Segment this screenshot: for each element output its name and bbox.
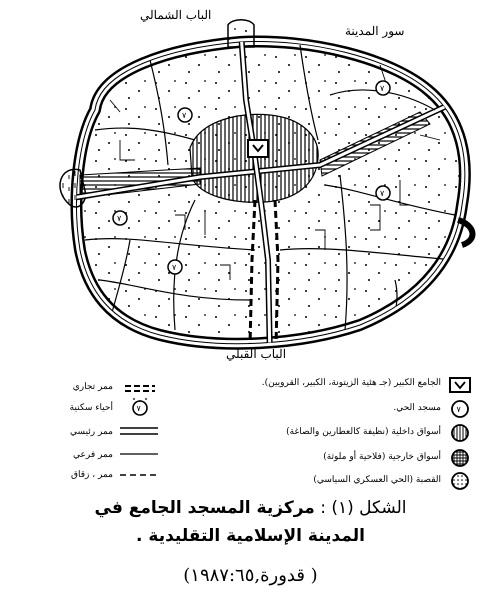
legend-great-mosque: الجامع الكبير (جـ هئية الزيتونة، الكبير، القرويين). xyxy=(261,378,441,388)
commercial-road-legend-icon xyxy=(125,386,155,391)
legend-secondary-road: ممر فرعي xyxy=(73,450,113,460)
figure-caption-citation: ( قدورة,١٩٨٧:٦٥) xyxy=(183,565,318,586)
main-road-legend-icon xyxy=(120,428,158,434)
legend-residential-quarters: أحياء سكنية xyxy=(69,403,113,413)
residential-quarters-legend-icon xyxy=(133,398,147,415)
svg-text:٧: ٧ xyxy=(172,263,177,272)
north-gate-label: الباب الشمالي xyxy=(140,8,212,22)
legend-outer-markets: أسواق خارجية (فلاحية أو ملوثة) xyxy=(323,452,441,462)
figure-caption-line1 xyxy=(0,498,501,518)
legend-alley: ممر ، زقاق xyxy=(71,470,113,480)
svg-text:٧: ٧ xyxy=(182,111,187,120)
great-mosque-legend-icon xyxy=(450,378,470,392)
city-wall-label: سور المدينة xyxy=(345,24,405,38)
figure-caption-title-1: مركزية المسجد الجامع في xyxy=(94,498,315,518)
svg-text:٧: ٧ xyxy=(456,405,461,414)
svg-text:٧: ٧ xyxy=(136,404,141,413)
great-mosque-icon xyxy=(248,140,268,157)
legend-inner-markets: أسواق داخلية (نظيفة كالعطارين والصاغة) xyxy=(286,427,441,437)
outer-markets-legend-icon xyxy=(452,450,468,466)
qibla-gate-label: الباب القبلي xyxy=(226,347,287,361)
svg-text:٧: ٧ xyxy=(117,214,122,223)
quarter-mosque-legend-icon xyxy=(452,401,468,417)
figure-caption-title-2: المدينة الإسلامية التقليدية . xyxy=(136,526,365,546)
svg-text:٧: ٧ xyxy=(380,189,385,198)
legend-kasbah: القصبة (الحي العسكري السياسي) xyxy=(313,475,441,485)
figure-caption-prefix: الشكل (١) : xyxy=(314,498,407,518)
legend-commercial-road: ممر تجاري xyxy=(72,382,113,392)
kasbah-legend-icon xyxy=(452,473,468,489)
inner-markets-legend-icon xyxy=(452,425,468,441)
legend-quarter-mosque: مسجد الحي. xyxy=(393,403,441,413)
svg-text:٧: ٧ xyxy=(380,84,385,93)
legend-main-road: ممر رئيسي xyxy=(70,427,113,437)
